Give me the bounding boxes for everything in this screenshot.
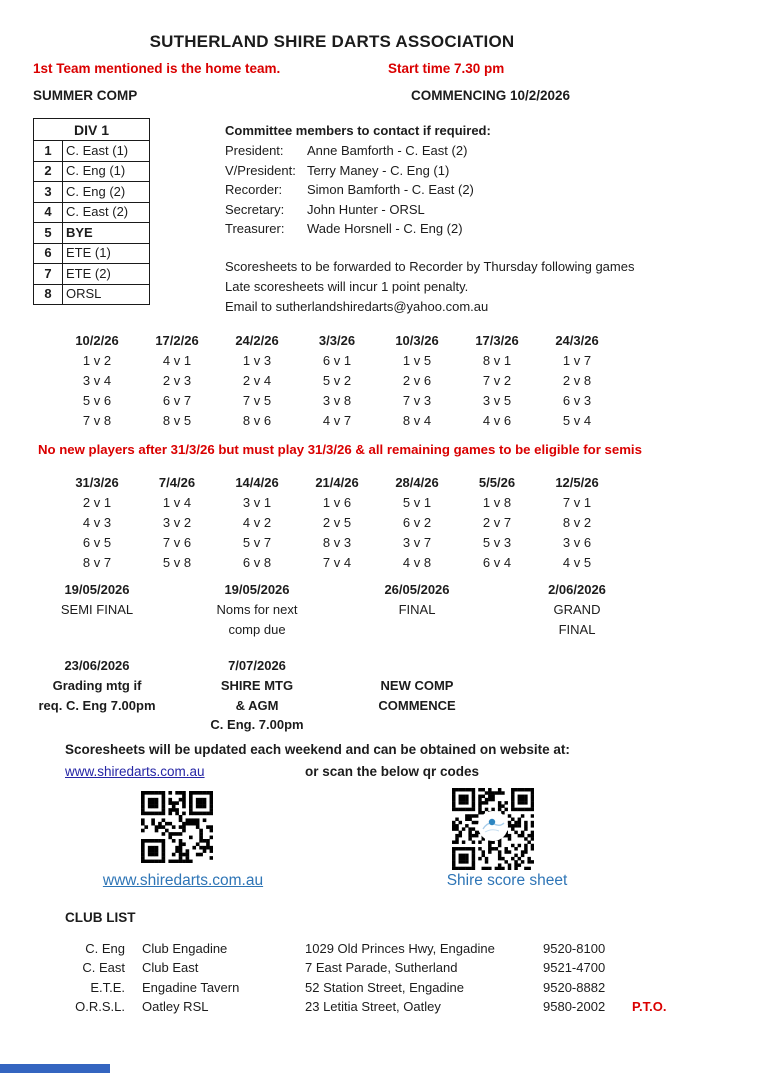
fixture-date: 5/5/26 xyxy=(478,475,516,490)
fixture-game: 1 v 4 xyxy=(162,495,192,510)
note-line: Email to sutherlandshiredarts@yahoo.com.au xyxy=(225,299,489,314)
fixture-game: 5 v 3 xyxy=(482,535,512,550)
fixture-game: 3 v 5 xyxy=(482,393,512,408)
fixture-game: 7 v 4 xyxy=(322,555,352,570)
club-phone: 9521-4700 xyxy=(543,960,606,976)
club-list xyxy=(0,939,759,1016)
final-label: Noms for next xyxy=(216,602,298,617)
fixture-game: 3 v 1 xyxy=(242,495,272,510)
team-number: 4 xyxy=(34,202,63,223)
fixture-game: 8 v 4 xyxy=(402,413,432,428)
fixture-column xyxy=(217,473,297,573)
committee-name: Anne Bamforth - C. East (2) xyxy=(307,143,468,158)
fixture-column xyxy=(217,331,297,431)
qr-scan-note: or scan the below qr codes xyxy=(305,764,480,779)
club-abbrev: E.T.E. xyxy=(90,979,125,995)
meeting-item xyxy=(38,656,156,735)
fixture-column xyxy=(457,331,537,431)
fixture-game: 3 v 6 xyxy=(562,535,592,550)
club-row xyxy=(0,997,759,1016)
table-row xyxy=(34,223,150,244)
meeting-date: 23/06/2026 xyxy=(64,658,130,673)
meeting-label: C. Eng. 7.00pm xyxy=(210,717,304,732)
club-row xyxy=(0,978,759,997)
spacer xyxy=(137,580,217,639)
fixture-date: 14/4/26 xyxy=(235,475,279,490)
team-name: BYE xyxy=(63,223,150,244)
team-number: 1 xyxy=(34,141,63,162)
final-date: 19/05/2026 xyxy=(224,582,290,597)
fixture-game: 3 v 2 xyxy=(162,515,192,530)
fixture-game: 2 v 1 xyxy=(82,495,112,510)
fixture-game: 1 v 6 xyxy=(322,495,352,510)
scoresheet-notes xyxy=(225,257,634,317)
club-name: Engadine Tavern xyxy=(142,979,240,995)
fixture-column xyxy=(537,473,617,573)
final-label xyxy=(57,620,137,640)
fixture-game: 3 v 8 xyxy=(322,393,352,408)
fixture-date: 3/3/26 xyxy=(318,333,356,348)
spacer xyxy=(137,656,217,735)
committee-name: Terry Maney - C. Eng (1) xyxy=(307,162,450,178)
meeting-label: Grading mtg if xyxy=(52,678,142,693)
fixture-date: 17/2/26 xyxy=(155,333,199,348)
table-row xyxy=(34,243,150,264)
fixture-game: 5 v 7 xyxy=(242,535,272,550)
fixture-game: 1 v 8 xyxy=(482,495,512,510)
meeting-item xyxy=(210,656,304,735)
fixture-column xyxy=(57,331,137,431)
fixture-game: 5 v 2 xyxy=(322,373,352,388)
committee-role: Secretary: xyxy=(225,201,285,217)
fixture-game: 7 v 1 xyxy=(562,495,592,510)
spacer xyxy=(297,580,377,639)
fixture-date: 31/3/26 xyxy=(75,475,119,490)
table-row xyxy=(34,141,150,162)
club-abbrev: C. Eng xyxy=(85,941,125,956)
team-number: 8 xyxy=(34,284,63,305)
fixture-game: 5 v 1 xyxy=(402,495,432,510)
team-name: ETE (2) xyxy=(63,264,150,285)
fixture-game: 8 v 3 xyxy=(322,535,352,550)
meeting-label xyxy=(57,715,137,735)
qr-scoresheet-label[interactable]: Shire score sheet xyxy=(446,872,568,889)
committee-member xyxy=(225,200,491,220)
committee-member xyxy=(225,141,491,161)
fixture-game: 3 v 4 xyxy=(82,373,112,388)
fixture-game: 3 v 7 xyxy=(402,535,432,550)
fixture-column xyxy=(457,473,537,573)
meetings-row xyxy=(38,656,617,735)
fixture-game: 1 v 2 xyxy=(82,353,112,368)
fixture-game: 7 v 6 xyxy=(162,535,192,550)
committee-role: Treasurer: xyxy=(225,221,285,236)
fixture-game: 6 v 1 xyxy=(322,353,352,368)
team-name: C. East (1) xyxy=(63,141,150,162)
committee-name: Simon Bamforth - C. East (2) xyxy=(307,182,474,197)
fixture-column xyxy=(137,331,217,431)
team-number: 7 xyxy=(34,264,63,285)
fixture-date: 24/2/26 xyxy=(235,333,279,348)
comp-name: SUMMER COMP xyxy=(33,88,138,103)
club-list-heading: CLUB LIST xyxy=(65,910,136,925)
home-team-note: 1st Team mentioned is the home team. xyxy=(33,61,281,76)
qr-code-scoresheet xyxy=(452,788,534,870)
fixture-game: 8 v 7 xyxy=(82,555,112,570)
team-number: 6 xyxy=(34,243,63,264)
committee-role: V/President: xyxy=(225,162,296,178)
table-row xyxy=(34,202,150,223)
final-item xyxy=(217,580,297,639)
committee-member xyxy=(225,161,491,181)
club-name: Club Engadine xyxy=(142,941,228,956)
note-line: Late scoresheets will incur 1 point penalty. xyxy=(225,279,469,294)
fixture-date: 21/4/26 xyxy=(315,475,359,490)
fixture-game: 4 v 2 xyxy=(242,515,272,530)
fixture-game: 5 v 6 xyxy=(82,393,112,408)
fixture-game: 2 v 6 xyxy=(402,373,432,388)
team-name: C. Eng (2) xyxy=(63,182,150,203)
qr-code-website xyxy=(141,791,213,863)
team-name: ORSL xyxy=(63,284,150,305)
fixture-game: 4 v 6 xyxy=(482,413,512,428)
club-address: 1029 Old Princes Hwy, Engadine xyxy=(305,941,495,956)
team-name: C. Eng (1) xyxy=(63,161,150,182)
final-date: 19/05/2026 xyxy=(64,582,130,597)
fixture-game: 5 v 4 xyxy=(562,413,592,428)
fixture-game: 6 v 4 xyxy=(482,555,512,570)
fixture-game: 5 v 8 xyxy=(162,555,192,570)
final-label: comp due xyxy=(228,621,286,637)
club-row xyxy=(0,958,759,977)
fixture-date: 24/3/26 xyxy=(555,333,599,348)
club-name: Club East xyxy=(142,960,199,976)
fixture-game: 8 v 2 xyxy=(562,515,592,530)
committee-block xyxy=(225,121,491,239)
fixture-game: 2 v 7 xyxy=(482,515,512,530)
fixture-game: 2 v 3 xyxy=(162,373,192,388)
fixture-date: 12/5/26 xyxy=(555,475,599,490)
finals-row xyxy=(57,580,617,639)
fixture-grid-round1 xyxy=(57,331,617,431)
team-number: 5 xyxy=(34,223,63,244)
club-name: Oatley RSL xyxy=(142,998,209,1014)
division-title: DIV 1 xyxy=(34,119,150,141)
fixture-date: 10/2/26 xyxy=(75,333,119,348)
spacer xyxy=(297,656,377,735)
fixture-game: 1 v 3 xyxy=(242,353,272,368)
club-address: 23 Letitia Street, Oatley xyxy=(305,998,441,1014)
fixture-game: 8 v 1 xyxy=(482,353,512,368)
division-table xyxy=(33,118,150,305)
fixture-date: 28/4/26 xyxy=(395,475,439,490)
spacer xyxy=(457,580,537,639)
final-label: SEMI FINAL xyxy=(60,602,134,617)
final-date: 26/05/2026 xyxy=(384,582,450,597)
fixture-game: 7 v 3 xyxy=(402,393,432,408)
fixture-column xyxy=(137,473,217,573)
fixture-grid-round2 xyxy=(57,473,617,573)
club-phone: 9520-8100 xyxy=(543,941,606,956)
fixture-game: 4 v 5 xyxy=(562,555,592,570)
fixture-column xyxy=(377,331,457,431)
start-time-note: Start time 7.30 pm xyxy=(388,61,505,76)
fixture-game: 2 v 4 xyxy=(242,373,272,388)
fixture-game: 6 v 8 xyxy=(242,555,272,570)
footer-bar xyxy=(0,1064,110,1073)
note-line: Scoresheets to be forwarded to Recorder by Thursday following games xyxy=(225,259,635,274)
table-row xyxy=(34,264,150,285)
team-number: 2 xyxy=(34,161,63,182)
meeting-item xyxy=(377,656,457,735)
team-name: ETE (1) xyxy=(63,243,150,264)
website-update-note: Scoresheets will be updated each weekend and can be obtained on website at: xyxy=(65,742,570,757)
fixture-game: 2 v 5 xyxy=(322,515,352,530)
fixture-game: 1 v 5 xyxy=(402,353,432,368)
final-item xyxy=(57,580,137,639)
meeting-label: & AGM xyxy=(235,697,279,713)
table-row xyxy=(34,161,150,182)
fixture-column xyxy=(297,331,377,431)
club-address: 7 East Parade, Sutherland xyxy=(305,960,458,976)
fixture-date: 7/4/26 xyxy=(158,475,196,490)
final-label xyxy=(377,620,457,640)
meeting-label: NEW COMP xyxy=(380,678,454,693)
fixture-game: 4 v 1 xyxy=(162,353,192,368)
team-name: C. East (2) xyxy=(63,202,150,223)
meeting-label: req. C. Eng 7.00pm xyxy=(38,697,156,713)
fixture-game: 7 v 8 xyxy=(82,413,112,428)
fixture-game: 4 v 7 xyxy=(322,413,352,428)
club-abbrev: O.R.S.L. xyxy=(75,998,125,1014)
committee-heading: Committee members to contact if required: xyxy=(225,123,491,138)
fixture-game: 4 v 3 xyxy=(82,515,112,530)
final-date: 2/06/2026 xyxy=(548,582,606,597)
fixture-game: 4 v 8 xyxy=(402,555,432,570)
committee-member xyxy=(225,180,491,200)
meeting-date xyxy=(377,656,457,676)
table-row xyxy=(34,284,150,305)
fixture-game: 6 v 3 xyxy=(562,393,592,408)
committee-name: John Hunter - ORSL xyxy=(307,201,425,217)
fixture-game: 8 v 6 xyxy=(242,413,272,428)
club-address: 52 Station Street, Engadine xyxy=(305,979,465,995)
committee-name: Wade Horsnell - C. Eng (2) xyxy=(307,221,463,236)
committee-member xyxy=(225,219,491,239)
club-note: P.T.O. xyxy=(632,998,667,1014)
final-label: GRAND xyxy=(553,602,601,617)
qr-logo xyxy=(478,811,508,841)
semis-eligibility-notice: No new players after 31/3/26 but must play 31/3/26 & all remaining games to be eligible for semis xyxy=(38,442,642,457)
final-label: FINAL xyxy=(558,621,596,637)
fixture-date: 17/3/26 xyxy=(475,333,519,348)
team-number: 3 xyxy=(34,182,63,203)
fixture-game: 1 v 7 xyxy=(562,353,592,368)
club-abbrev: C. East xyxy=(82,960,125,976)
club-row xyxy=(0,939,759,958)
fixture-game: 6 v 2 xyxy=(402,515,432,530)
club-phone: 9520-8882 xyxy=(543,979,606,995)
fixture-column xyxy=(297,473,377,573)
club-phone: 9580-2002 xyxy=(543,998,606,1014)
page-title: SUTHERLAND SHIRE DARTS ASSOCIATION xyxy=(149,32,515,51)
table-row xyxy=(34,182,150,203)
fixture-column xyxy=(377,473,457,573)
fixture-column xyxy=(537,331,617,431)
fixture-game: 8 v 5 xyxy=(162,413,192,428)
meeting-label: COMMENCE xyxy=(378,697,456,713)
meeting-label: SHIRE MTG xyxy=(220,678,294,693)
website-link[interactable]: www.shiredarts.com.au xyxy=(65,764,205,779)
meeting-date: 7/07/2026 xyxy=(228,658,286,673)
qr-website-label[interactable]: www.shiredarts.com.au xyxy=(102,872,264,889)
fixture-game: 7 v 5 xyxy=(242,393,272,408)
spacer xyxy=(457,656,537,735)
committee-role: Recorder: xyxy=(225,182,283,197)
website-link-row xyxy=(65,764,480,779)
fixture-game: 7 v 2 xyxy=(482,373,512,388)
meeting-label xyxy=(377,715,457,735)
fixture-game: 6 v 5 xyxy=(82,535,112,550)
final-item xyxy=(377,580,457,639)
fixture-game: 6 v 7 xyxy=(162,393,192,408)
final-item xyxy=(537,580,617,639)
fixture-date: 10/3/26 xyxy=(395,333,439,348)
fixture-column xyxy=(57,473,137,573)
final-label: FINAL xyxy=(398,602,436,617)
committee-role: President: xyxy=(225,143,284,158)
fixture-game: 2 v 8 xyxy=(562,373,592,388)
commencing-date: COMMENCING 10/2/2026 xyxy=(411,88,571,103)
